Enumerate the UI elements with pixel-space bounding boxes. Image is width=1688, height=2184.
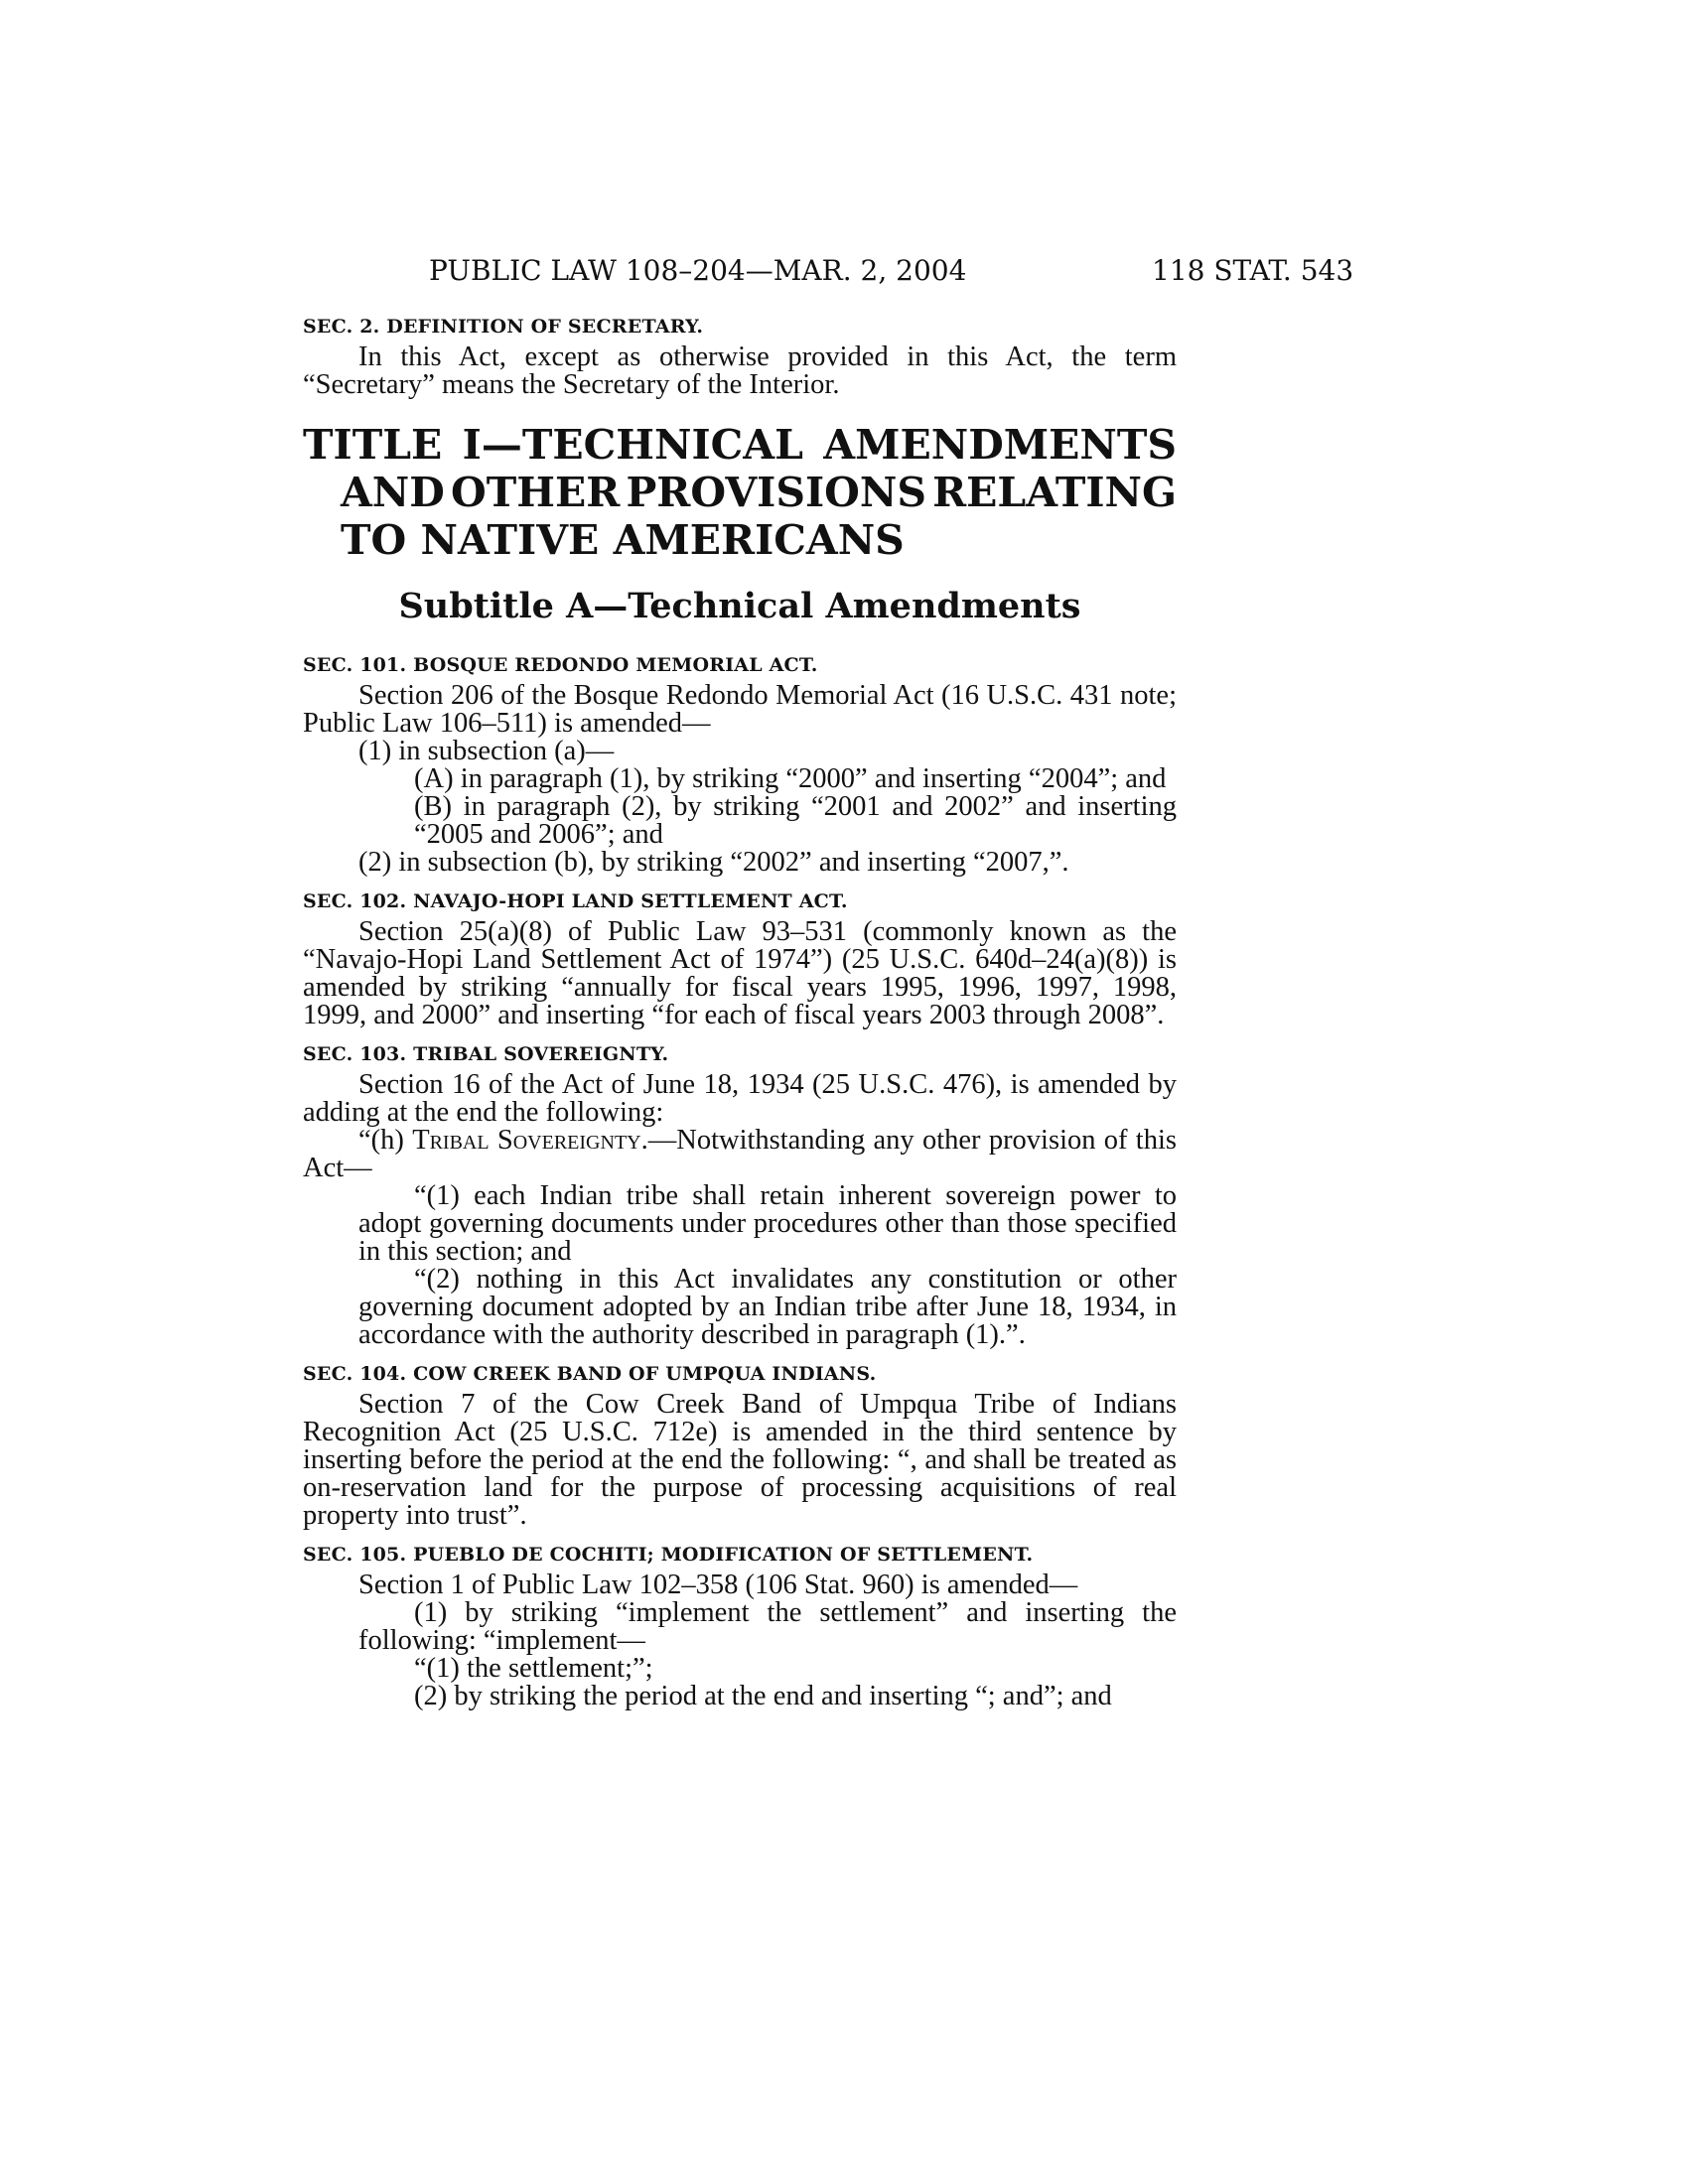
subtitle-heading: Subtitle A—Technical Amendments xyxy=(398,586,1081,626)
section-105 xyxy=(303,1544,1177,1710)
statute-page-number: 118 STAT. 543 xyxy=(1152,254,1354,287)
section-heading: SEC. 105. PUEBLO DE COCHITI; MODIFICATION OF SETTLEMENT. xyxy=(303,1544,1034,1566)
quoted-paragraph-1: “(1) the settlement;”; xyxy=(414,1653,653,1684)
title-word: PROVISIONS xyxy=(626,469,926,516)
running-head xyxy=(0,254,1688,294)
subsection-caption: Tribal Sovereignty xyxy=(412,1125,641,1156)
section-text: Section 7 of the Cow Creek Band of Umpqua Tribe of Indians Recognition Act (25 U.S.C. 712e) is amended in the third sentence by inserting before the period at the end the following: “, and shall be treated as on-reservation land for the purpose of processing acquisitions of real property into trust”. xyxy=(303,1389,1177,1531)
section-103 xyxy=(303,1043,1177,1349)
section-heading: SEC. 101. BOSQUE REDONDO MEMORIAL ACT. xyxy=(303,654,818,676)
subsection-h: “(h) Tribal Sovereignty.—Notwithstanding any other provision of this Act— xyxy=(303,1125,1177,1183)
title-heading xyxy=(303,421,1177,564)
section-2 xyxy=(303,316,1177,399)
title-word: RELATING xyxy=(932,469,1177,516)
section-intro: Section 1 of Public Law 102–358 (106 Stat. 960) is amended— xyxy=(358,1570,1078,1600)
subparagraph-b: (B) in paragraph (2), by striking “2001 and 2002” and inserting “2005 and 2006”; and xyxy=(414,791,1177,850)
section-101 xyxy=(303,654,1177,877)
section-intro: Section 16 of the Act of June 18, 1934 (25 U.S.C. 476), is amended by adding at the end the following: xyxy=(303,1069,1177,1128)
subparagraph-a: (A) in paragraph (1), by striking “2000” and inserting “2004”; and xyxy=(414,763,1167,794)
section-text: In this Act, except as otherwise provided in this Act, the term “Secretary” means the Secretary of the Interior. xyxy=(303,341,1177,400)
title-word: AND xyxy=(341,469,445,516)
paragraph-1: (1) by striking “implement the settlement” and inserting the following: “implement— xyxy=(358,1597,1177,1656)
title-line: TO NATIVE AMERICANS xyxy=(341,516,905,564)
section-104 xyxy=(303,1363,1177,1530)
quoted-paragraph-2: “(2) nothing in this Act invalidates any constitution or other governing document adopted by an Indian tribe after June 18, 1934, in accordance with the authority described in paragraph (1).”. xyxy=(358,1264,1177,1350)
section-heading: SEC. 102. NAVAJO-HOPI LAND SETTLEMENT ACT. xyxy=(303,890,848,912)
page-body xyxy=(303,316,1177,1710)
public-law-citation: PUBLIC LAW 108–204—MAR. 2, 2004 xyxy=(429,254,967,287)
section-intro: Section 206 of the Bosque Redondo Memorial Act (16 U.S.C. 431 note; Public Law 106–511) is amended— xyxy=(303,680,1177,739)
paragraph-2: (2) in subsection (b), by striking “2002” and inserting “2007,”. xyxy=(358,847,1069,878)
title-word: OTHER xyxy=(451,469,621,516)
section-heading: SEC. 103. TRIBAL SOVEREIGNTY. xyxy=(303,1043,669,1065)
title-word: AMENDMENTS xyxy=(823,421,1177,469)
quoted-paragraph-1: “(1) each Indian tribe shall retain inherent sovereign power to adopt governing documents under procedures other than those specified in this section; and xyxy=(358,1180,1177,1267)
section-heading: SEC. 104. COW CREEK BAND OF UMPQUA INDIANS. xyxy=(303,1363,877,1385)
section-text: Section 25(a)(8) of Public Law 93–531 (commonly known as the “Navajo-Hopi Land Settlement Act of 1974”) (25 U.S.C. 640d–24(a)(8)) is amended by striking “annually for fiscal years 1995, 1996, 1997, 1998, 1999, and 2000” and inserting “for each of fiscal years 2003 through 2008”. xyxy=(303,916,1177,1030)
paragraph-2: (2) by striking the period at the end and inserting “; and”; and xyxy=(414,1681,1112,1711)
title-word: TITLE xyxy=(303,421,443,469)
section-102 xyxy=(303,890,1177,1029)
title-word: I—TECHNICAL xyxy=(462,421,803,469)
section-heading: SEC. 2. DEFINITION OF SECRETARY. xyxy=(303,316,704,338)
paragraph-1: (1) in subsection (a)— xyxy=(358,736,615,766)
